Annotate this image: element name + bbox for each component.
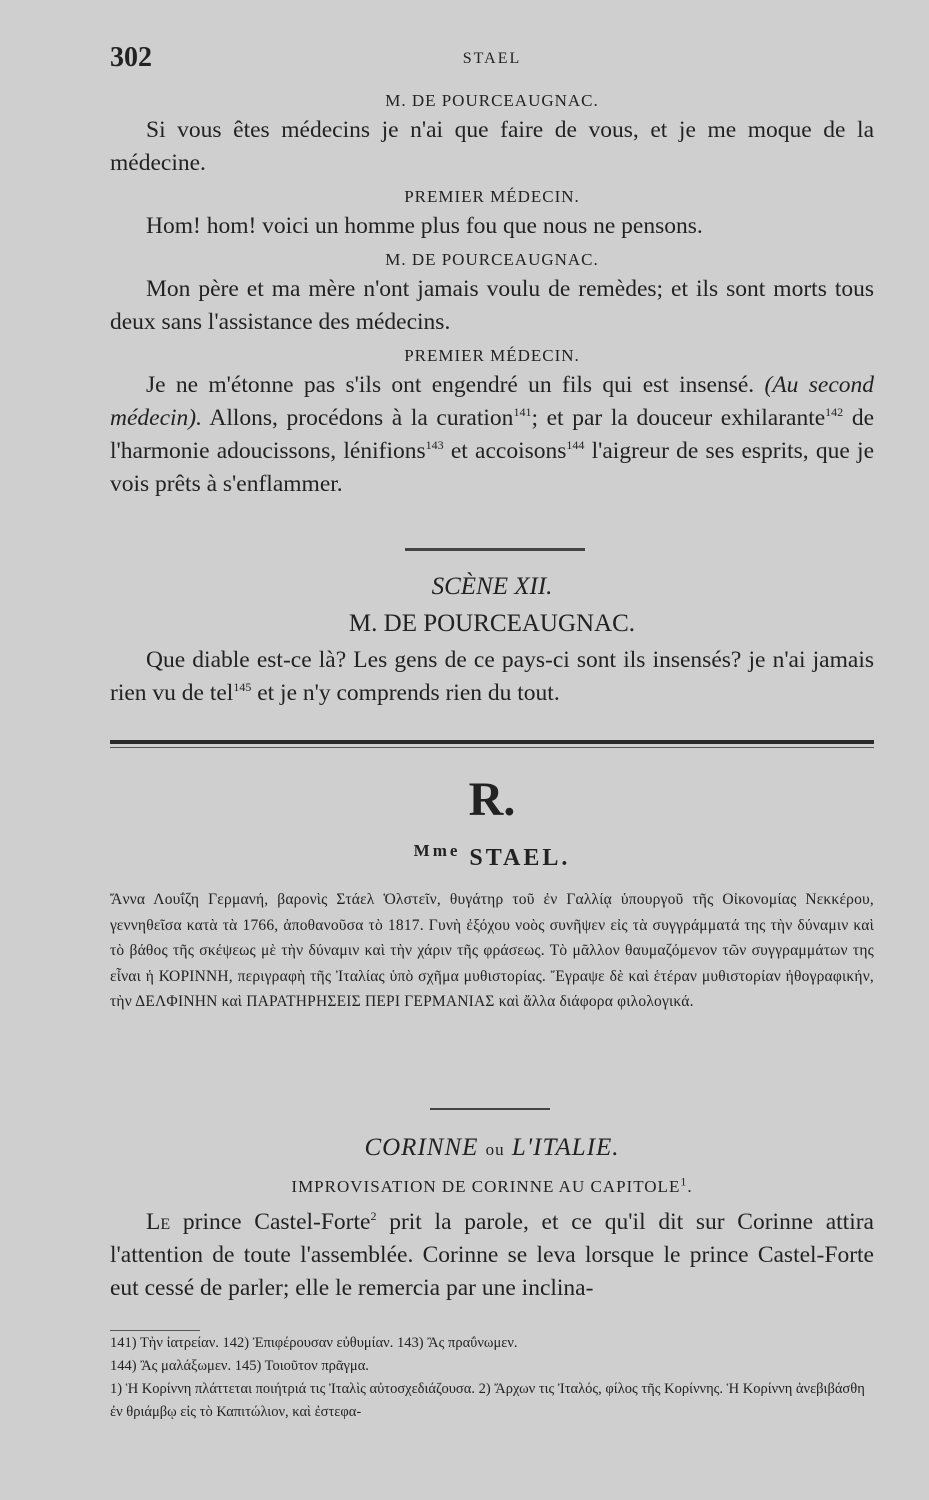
footnote-ref: 142 bbox=[825, 405, 844, 420]
author-heading bbox=[110, 834, 874, 875]
speech-segment: Allons, procédons à la curation bbox=[202, 405, 514, 431]
footnote-line: 144) Ἂς μαλάξωμεν. 145) Τοιοῦτον πρᾶγμα. bbox=[110, 1358, 369, 1374]
author-name: STAEL. bbox=[469, 845, 571, 871]
speech-text: Si vous êtes médecins je n'ai que faire de vous, et je me moque de la médecine. bbox=[110, 117, 874, 176]
speech-text: Hom! hom! voici un homme plus fou que nous ne pensons. bbox=[146, 213, 703, 239]
page-number: 302 bbox=[110, 42, 152, 73]
author-title: Mme bbox=[413, 841, 461, 860]
speech-segment: de l'harmonie adoucissons, lénifions bbox=[110, 405, 874, 464]
work-subtitle: IMPROVISATION DE CORINNE AU CAPITOLE$^1$. bbox=[291, 1174, 693, 1196]
footnotes bbox=[110, 1332, 874, 1424]
author-biography: Ἄννα Λουΐζη Γερμανή, βαρονὶς Στάελ Ὁλστεῖν, θυγάτηρ τοῦ ἐν Γαλλίᾳ ὑπουργοῦ τῆς Οἰκονομίας Νεκκέρου, γεννηθεῖσα κατὰ τὰ 1766, ἀποθανοῦσα τὸ 1817. Γυνὴ ἐξόχου νοὸς συνῆψεν εἰς τὰ συγγράμματά της τὴν δύναμιν καὶ τὸ βάθος τῆς σκέψεως μὲ τὴν δύναμιν καὶ τὴν χάριν τῆς φράσεως. Τὸ μᾶλλον θαυμαζόμενον τῶν συγγραμμάτων της εἶναι ἡ ΚΟΡΙΝΝΗ, περιγραφὴ τῆς Ἰταλίας ὑπὸ σχῆμα μυθιστορίας. Ἔγραψε δὲ καὶ ἑτέραν μυθιστορίαν ἠθογραφικήν, τὴν ΔΕΛΦΙΝΗΝ καὶ ΠΑΡΑΤΗΡΗΣΕΙΣ ΠΕΡΙ ΓΕΡΜΑΝΙΑΣ καὶ ἄλλα διάφορα φιλολογικά. bbox=[110, 891, 874, 1010]
work-title bbox=[110, 1130, 874, 1168]
footnote-rule bbox=[110, 1330, 200, 1331]
scene-title: SCÈNE XII. bbox=[431, 573, 553, 600]
speech-segment: et accoisons bbox=[443, 438, 567, 464]
speaker-name: PREMIER MÉDECIN. bbox=[404, 346, 580, 365]
speaker-name: M. DE POURCEAUGNAC. bbox=[385, 91, 599, 110]
footnote-ref: 143 bbox=[425, 438, 444, 453]
work-title-conjunction: ou bbox=[485, 1140, 505, 1159]
footnote-ref: 144 bbox=[566, 438, 585, 453]
work-title-part: CORINNE bbox=[364, 1134, 479, 1161]
footnote-line: 1) Ἡ Κορίννη πλάττεται ποιήτριά τις Ἰταλὶς αὐτοσχεδιάζουσα. 2) Ἄρχων τις Ἰταλός, φίλος τῆς Κορίννης. Ἡ Κορίννη ἀνεβιβάσθη ἐν θριάμβῳ εἰς τὸ Καπιτώλιον, καὶ ἐστεφα- bbox=[110, 1381, 865, 1420]
speech-segment: Que diable est-ce là? Les gens de ce pays-ci sont ils insensés? je n'ai jamais rien vu de tel bbox=[110, 647, 874, 706]
drop-word: Le bbox=[146, 1209, 171, 1235]
work-title-part: L'ITALIE. bbox=[511, 1134, 620, 1161]
speech-text: Mon père et ma mère n'ont jamais voulu de remèdes; et ils sont morts tous deux sans l'assistance des médecins. bbox=[110, 276, 874, 335]
running-title: STAEL bbox=[462, 50, 522, 67]
subtitle-text: IMPROVISATION DE CORINNE AU CAPITOLE bbox=[291, 1177, 681, 1196]
dialogue-block bbox=[110, 88, 874, 501]
section-letter: R. bbox=[468, 773, 516, 826]
thick-rule bbox=[110, 740, 874, 744]
footnote-ref: 141 bbox=[513, 405, 532, 420]
author-section bbox=[110, 770, 874, 1015]
speech-text bbox=[110, 369, 874, 501]
page-header bbox=[110, 42, 874, 82]
work-section bbox=[110, 1130, 874, 1305]
speech-segment: et je n'y comprends rien du tout. bbox=[251, 680, 560, 706]
excerpt-segment: prit la parole, et ce qu'il dit sur Corinne attira l'attention de toute l'assemblée. Corinne se leva lorsque le prince Castel-Forte eut cessé de parler; elle le remercia par une inclina- bbox=[110, 1209, 874, 1301]
footnote-line: 141) Τὴν ἰατρείαν. 142) Ἐπιφέρουσαν εὐθυμίαν. 143) Ἂς πραΰνωμεν. bbox=[110, 1335, 518, 1351]
footnote-ref: 145 bbox=[233, 680, 252, 695]
speaker-name: M. DE POURCEAUGNAC. bbox=[385, 250, 599, 269]
thin-rule bbox=[110, 747, 874, 748]
stage-direction: (Au second médecin). bbox=[110, 372, 875, 431]
section-rule bbox=[110, 740, 874, 748]
speech-text bbox=[110, 644, 874, 710]
speaker-name: M. DE POURCEAUGNAC. bbox=[348, 610, 636, 637]
footnote-ref: 1 bbox=[680, 1174, 688, 1189]
speech-segment: Je ne m'étonne pas s'ils ont engendré un fils qui est insensé. bbox=[146, 372, 765, 398]
speaker-name: PREMIER MÉDECIN. bbox=[404, 187, 580, 206]
footnote-ref: 2 bbox=[370, 1209, 377, 1224]
ornament-divider bbox=[405, 548, 585, 551]
excerpt-text bbox=[110, 1206, 874, 1305]
excerpt-segment: prince Castel-Forte bbox=[170, 1209, 371, 1235]
scene-block bbox=[110, 570, 874, 710]
ornament-divider bbox=[430, 1108, 550, 1110]
speech-segment: ; et par la douceur exhilarante bbox=[531, 405, 826, 431]
speech-segment: l'aigreur de ses esprits, que je vois prêts à s'enflammer. bbox=[110, 438, 875, 497]
